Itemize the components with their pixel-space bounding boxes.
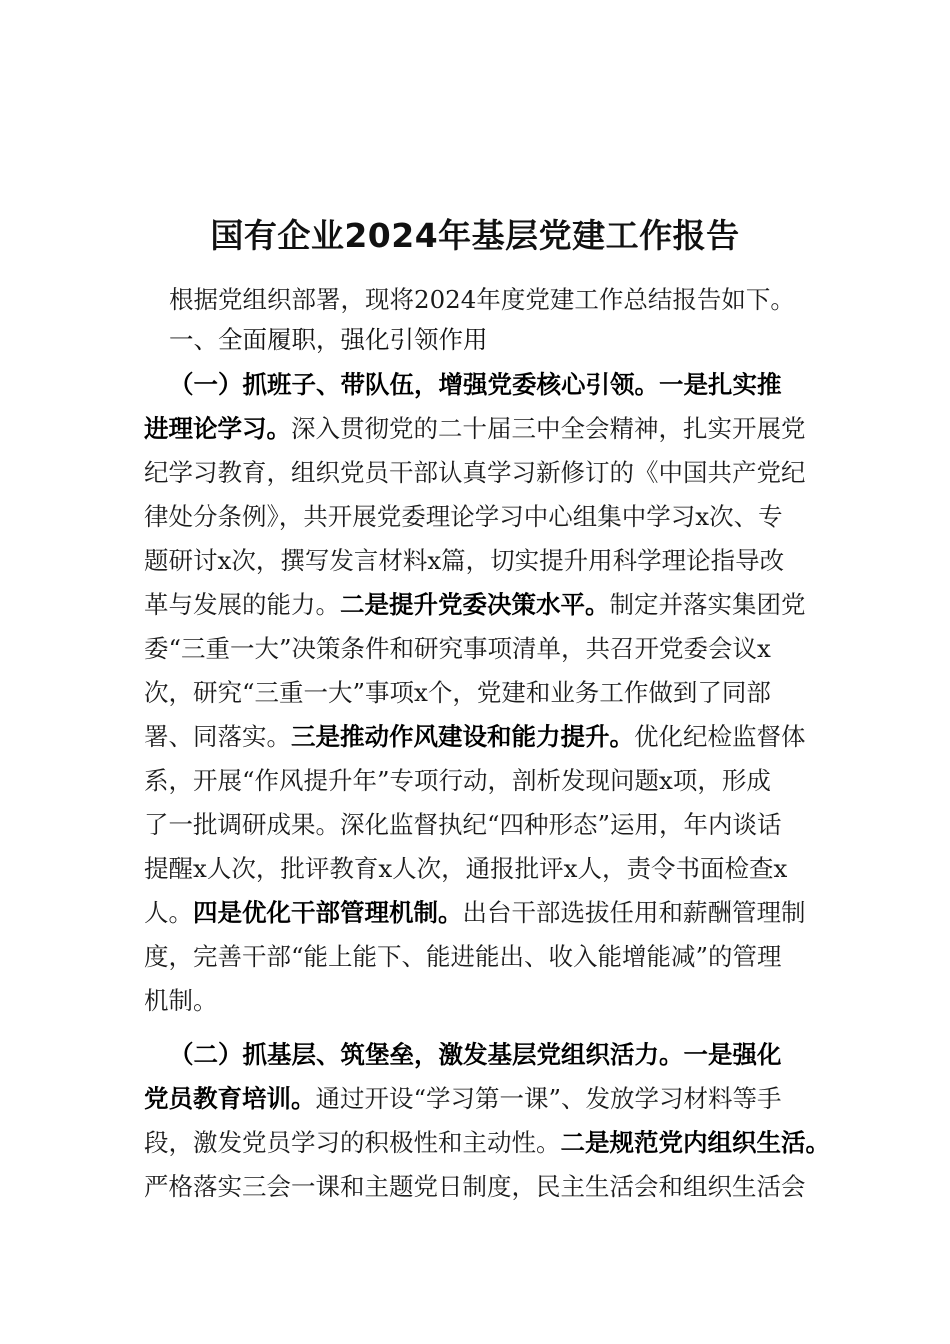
subsection-1-bold-run: 进理论学习。 [144, 414, 291, 443]
body-text: 人。 [144, 898, 193, 927]
subsection-1-line-3 [144, 453, 806, 493]
subsection-1-line-14 [144, 937, 782, 977]
body-text: 严格落实三会一课和主题党日制度，民主生活会和组织生活会 [144, 1172, 806, 1201]
section-heading [169, 320, 488, 360]
body-text: 优化纪检监督体 [634, 722, 806, 751]
body-text: 纪学习教育，组织党员干部认真学习新修订的《中国共产党纪 [144, 458, 806, 487]
body-text: 革与发展的能力。 [144, 590, 340, 619]
subsection-2-line-4 [144, 1167, 806, 1207]
subsection-2-bold-run: 党员教育培训。 [144, 1084, 316, 1113]
subsection-1-line-11 [144, 805, 782, 845]
body-text: 署、同落实。 [144, 722, 291, 751]
subsection-1-line-10 [144, 761, 771, 801]
body-text: 段，激发党员学习的积极性和主动性。 [144, 1128, 561, 1157]
subsection-1-bold-run: 二是提升党委决策水平。 [340, 590, 610, 619]
body-text: 提醒x人次，批评教育x人次，通报批评x人，责令书面检查x [144, 854, 788, 883]
section-heading-text: 一、全面履职，强化引领作用 [169, 325, 488, 354]
subsection-1-line-9 [144, 717, 806, 757]
subsection-2-line-1 [169, 1035, 782, 1075]
subsection-1-text-run: 深入贯彻党的二十届三中全会精神，扎实开展党 [291, 414, 806, 443]
subsection-1-line-1 [169, 365, 782, 405]
subsection-1-line-5 [144, 541, 784, 581]
body-text: 出台干部选拔任用和薪酬管理制 [462, 898, 806, 927]
body-text: 度，完善干部“能上能下、能进能出、收入能增能减”的管理 [144, 942, 782, 971]
body-text: 次，研究“三重一大”事项x个，党建和业务工作做到了同部 [144, 678, 771, 707]
subsection-1-line-4 [144, 497, 783, 537]
body-text: 制定并落实集团党 [609, 590, 806, 619]
body-text: 委“三重一大”决策条件和研究事项清单，共召开党委会议x [144, 634, 771, 663]
body-text: 了一批调研成果。深化监督执纪“四种形态”运用，年内谈话 [144, 810, 782, 839]
subsection-2-bold-run: 二是规范党内组织生活。 [560, 1128, 830, 1157]
subsection-1-line-7 [144, 629, 771, 669]
body-text: 律处分条例》，共开展党委理论学习中心组集中学习x次、专 [144, 502, 783, 531]
body-text: 系，开展“作风提升年”专项行动，剖析发现问题x项，形成 [144, 766, 771, 795]
subsection-1-line-15 [144, 981, 218, 1021]
body-text: 通过开设“学习第一课”、发放学习材料等手 [315, 1084, 782, 1113]
subsection-1-line-13 [144, 893, 806, 933]
intro-text: 根据党组织部署，现将2024年度党建工作总结报告如下。 [169, 285, 795, 314]
subsection-2-heading: （二）抓基层、筑堡垒，激发基层党组织活力。一是强化 [169, 1040, 782, 1069]
body-text: 机制。 [144, 986, 218, 1015]
subsection-1-line-2 [144, 409, 806, 449]
subsection-1-line-6 [144, 585, 806, 625]
subsection-2-line-3 [144, 1123, 830, 1163]
subsection-1-line-8 [144, 673, 771, 713]
subsection-1-heading: （一）抓班子、带队伍，增强党委核心引领。一是扎实推 [169, 370, 782, 399]
body-text: 题研讨x次，撰写发言材料x篇，切实提升用科学理论指导改 [144, 546, 785, 575]
subsection-2-line-2 [144, 1079, 782, 1119]
subsection-1-line-12 [144, 849, 787, 889]
subsection-1-bold-run: 四是优化干部管理机制。 [193, 898, 463, 927]
subsection-1-bold-run: 三是推动作风建设和能力提升。 [291, 722, 634, 751]
page-title: 国有企业2024年基层党建工作报告 [210, 216, 740, 255]
intro-paragraph [169, 280, 795, 320]
